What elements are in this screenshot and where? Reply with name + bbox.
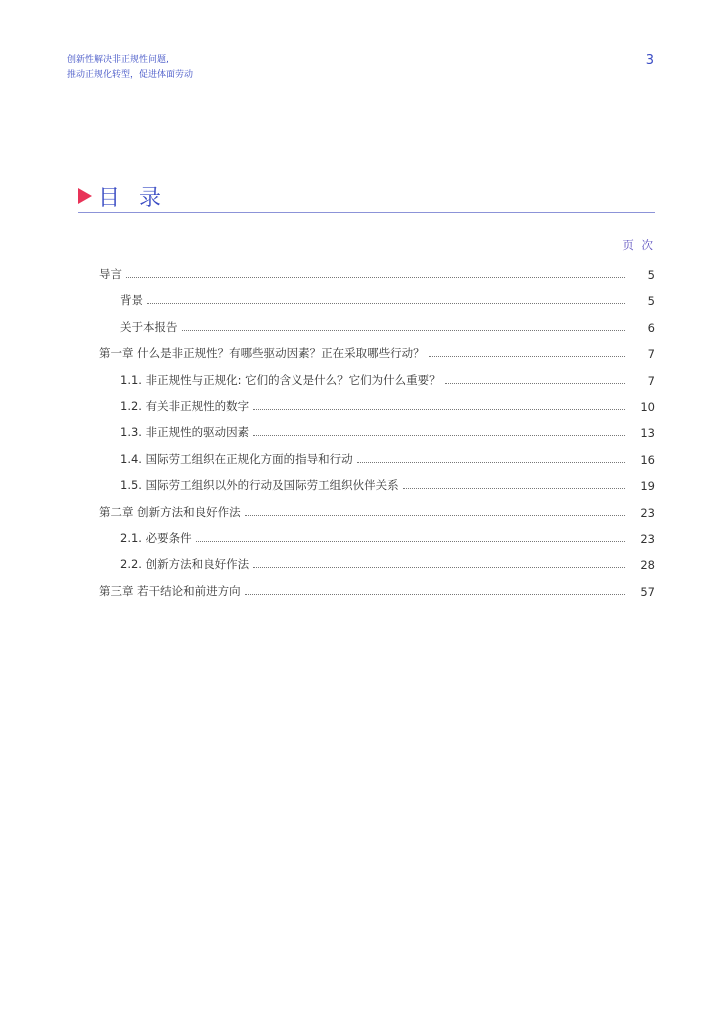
toc-header <box>78 180 655 213</box>
toc-entry[interactable] <box>99 500 655 520</box>
toc-entry-page: 7 <box>647 373 655 388</box>
toc-entry[interactable] <box>120 368 655 388</box>
dot-leader <box>147 303 625 304</box>
dot-leader <box>182 330 626 331</box>
toc-entry[interactable] <box>120 526 655 546</box>
toc-entry[interactable] <box>120 447 655 467</box>
toc-entry[interactable] <box>120 552 655 572</box>
dot-leader <box>357 462 625 463</box>
dot-leader <box>245 594 625 595</box>
toc-entry-page: 5 <box>647 268 655 282</box>
toc-entry-label: 第二章 创新方法和良好作法 <box>99 504 241 519</box>
dot-leader <box>253 435 625 436</box>
toc-entry[interactable] <box>120 420 655 440</box>
toc-entry-page: 16 <box>640 452 655 467</box>
toc-entry[interactable] <box>120 288 655 308</box>
toc-entry[interactable] <box>99 579 655 599</box>
toc-entry-page: 57 <box>640 584 655 599</box>
dot-leader <box>196 541 625 542</box>
toc-entry-label: 第三章 若干结论和前进方向 <box>99 583 241 598</box>
dot-leader <box>445 383 625 384</box>
toc-entry-label: 2.1. 必要条件 <box>120 531 192 545</box>
toc-entry-label: 2.2. 创新方法和良好作法 <box>120 557 250 572</box>
toc-entry-label: 1.2. 有关非正规性的数字 <box>120 399 250 413</box>
toc-entry-page: 7 <box>647 347 655 362</box>
page-column-label: 页 次 <box>622 238 655 252</box>
toc-entry[interactable] <box>120 394 655 414</box>
toc-entry[interactable] <box>120 315 655 335</box>
dot-leader <box>253 409 625 410</box>
toc-entry-label: 背景 <box>120 293 143 308</box>
toc-entry-page: 23 <box>640 505 655 520</box>
triangle-marker-icon <box>78 188 92 204</box>
toc-entry-label: 关于本报告 <box>120 319 178 334</box>
toc-entry-page: 28 <box>640 558 655 573</box>
toc-entry-label: 1.3. 非正规性的驱动因素 <box>120 425 250 440</box>
toc-entry[interactable] <box>99 341 655 361</box>
running-head-line-1: 创新性解决非正规性问题, <box>67 55 169 65</box>
running-head-line-2: 推动正规化转型，促进体面劳动 <box>67 70 194 80</box>
dot-leader <box>403 488 625 489</box>
dot-leader <box>253 567 625 568</box>
toc-entry-label: 第一章 什么是非正规性？有哪些驱动因素？正在采取哪些行动？ <box>99 346 425 361</box>
dot-leader <box>429 356 625 357</box>
toc-entry-label: 1.4. 国际劳工组织在正规化方面的指导和行动 <box>120 451 353 466</box>
page-number: 3 <box>645 53 654 68</box>
dot-leader <box>126 277 625 278</box>
toc-entry[interactable] <box>99 262 655 282</box>
toc-entry-page: 5 <box>647 294 655 309</box>
toc-entry-page: 13 <box>640 426 655 441</box>
toc-entry-label: 导言 <box>99 267 122 281</box>
toc-entry-label: 1.1. 非正规性与正规化: 它们的含义是什么？它们为什么重要？ <box>120 372 441 387</box>
running-head <box>67 53 193 83</box>
toc-entry-page: 6 <box>647 320 655 335</box>
toc-entry-page: 19 <box>640 479 655 494</box>
dot-leader <box>245 515 625 516</box>
toc-entry-page: 10 <box>640 400 655 414</box>
toc-entry-page: 23 <box>640 532 655 546</box>
toc-entry[interactable] <box>120 473 655 493</box>
toc-entry-label: 1.5. 国际劳工组织以外的行动及国际劳工组织伙伴关系 <box>120 478 399 493</box>
toc-title: 目 录 <box>98 186 167 211</box>
